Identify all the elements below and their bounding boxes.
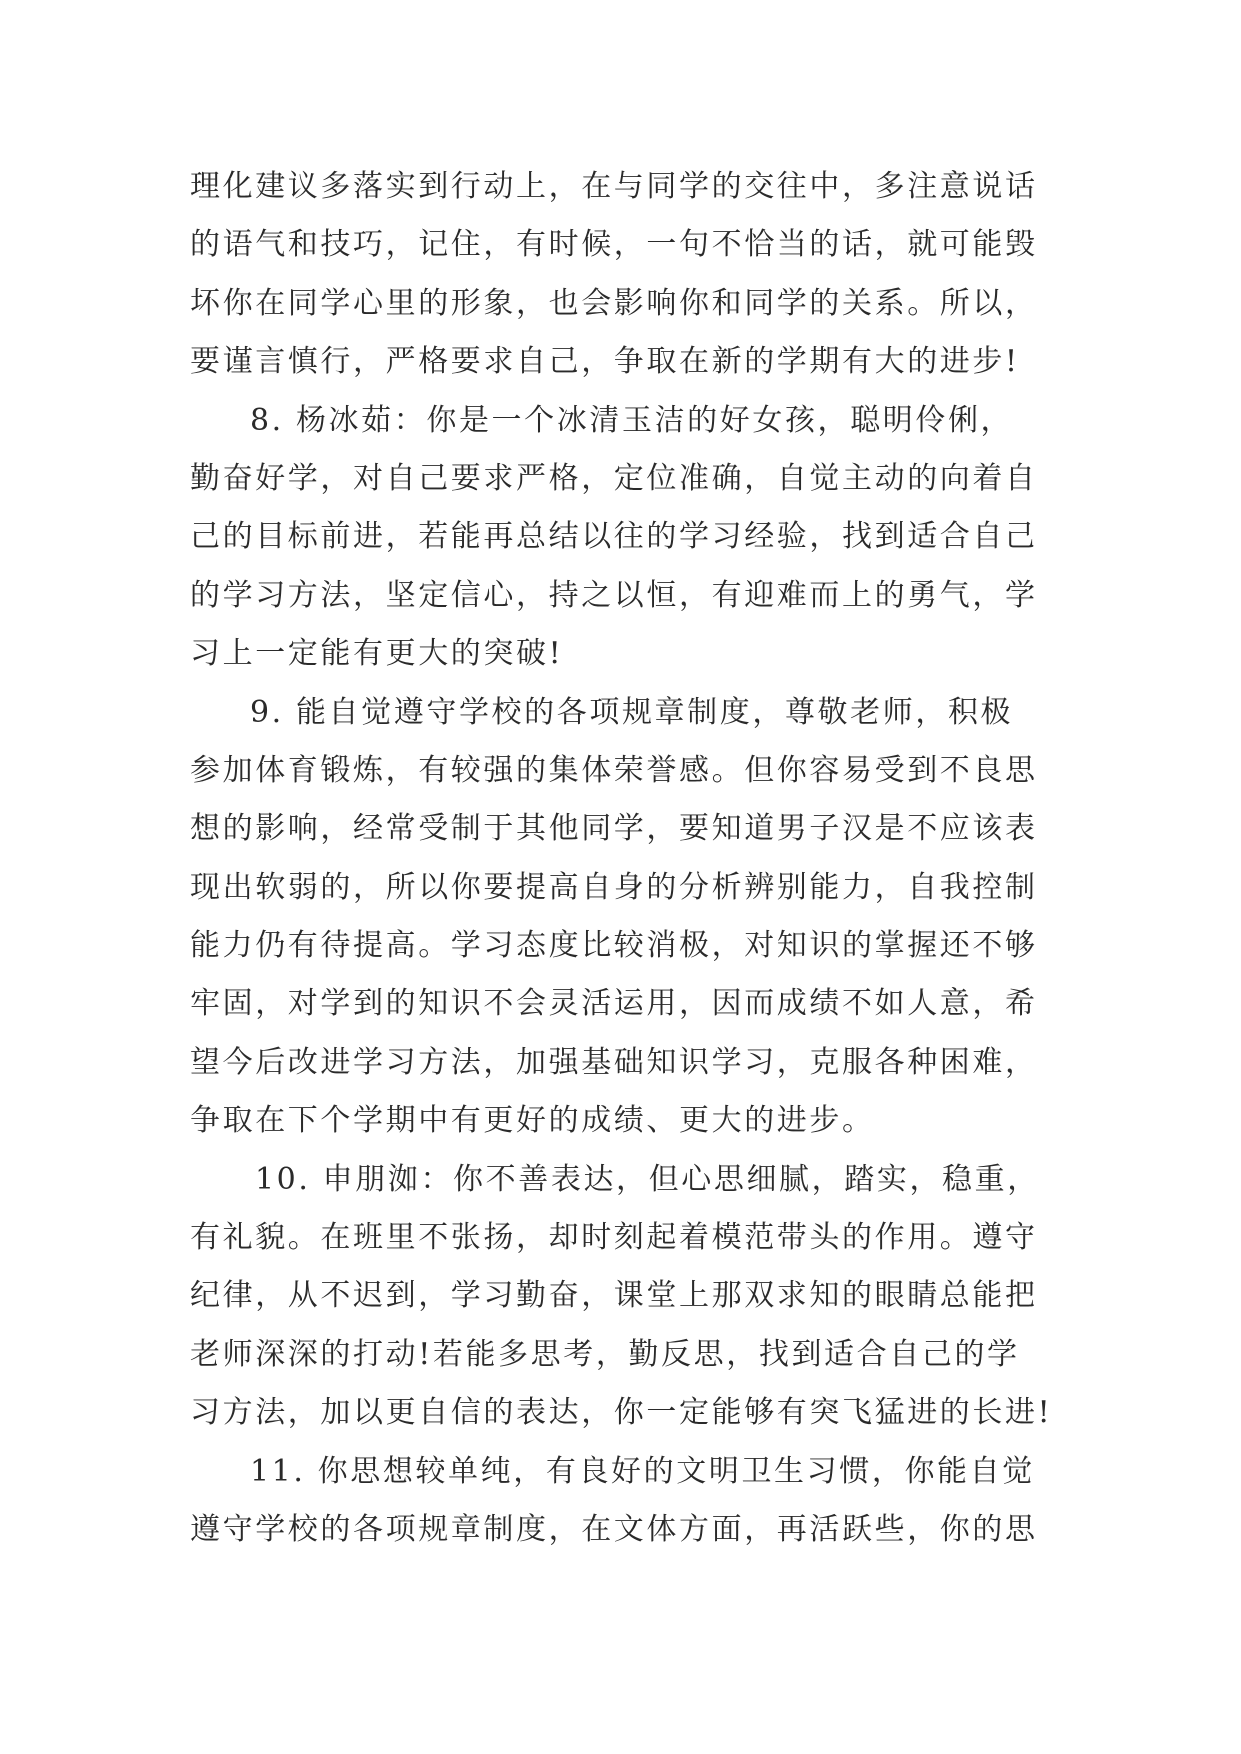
- text-line: 能力仍有待提高。学习态度比较消极，对知识的掌握还不够: [190, 928, 1038, 964]
- text-line: 争取在下个学期中有更好的成绩、更大的进步。: [190, 1103, 875, 1139]
- text-line: 坏你在同学心里的形象，也会影响你和同学的关系。所以，: [190, 285, 1038, 321]
- text-line: 习上一定能有更大的突破!: [190, 636, 564, 672]
- paragraph-9-first-line: 9. 能自觉遵守学校的各项规章制度，尊敬老师，积极: [250, 694, 1014, 730]
- text-line: 纪律，从不迟到，学习勤奋，课堂上那双求知的眼睛总能把: [190, 1278, 1038, 1314]
- text-line: 有礼貌。在班里不张扬，却时刻起着模范带头的作用。遵守: [190, 1220, 1038, 1256]
- text-line: 己的目标前进，若能再总结以往的学习经验，找到适合自己: [190, 519, 1038, 555]
- text-line: 勤奋好学，对自己要求严格，定位准确，自觉主动的向着自: [190, 460, 1038, 496]
- text-line: 牢固，对学到的知识不会灵活运用，因而成绩不如人意，希: [190, 986, 1038, 1022]
- paragraph-11-first-line: 11. 你思想较单纯，有良好的文明卫生习惯，你能自觉: [250, 1453, 1035, 1489]
- text-line: 的学习方法，坚定信心，持之以恒，有迎难而上的勇气，学: [190, 577, 1038, 613]
- text-line: 想的影响，经常受制于其他同学，要知道男子汉是不应该表: [190, 811, 1038, 847]
- text-line: 理化建议多落实到行动上，在与同学的交往中，多注意说话: [190, 169, 1038, 204]
- text-line: 参加体育锻炼，有较强的集体荣誉感。但你容易受到不良思: [190, 752, 1038, 788]
- document-body: [190, 158, 1090, 1559]
- text-line: 老师深深的打动!若能多思考，勤反思，找到适合自己的学: [190, 1336, 1020, 1372]
- text-line: 的语气和技巧，记住，有时候，一句不恰当的话，就可能毁: [190, 227, 1038, 263]
- text-line: 要谨言慎行，严格要求自己，争取在新的学期有大的进步!: [190, 344, 1020, 380]
- text-line: 望今后改进学习方法，加强基础知识学习，克服各种困难，: [190, 1044, 1038, 1080]
- paragraph-10-first-line: 10. 申朋洳：你不善表达，但心思细腻，踏实，稳重，: [255, 1161, 1040, 1197]
- text-line: 习方法，加以更自信的表达，你一定能够有突飞猛进的长进!: [190, 1395, 1053, 1431]
- text-line: 遵守学校的各项规章制度，在文体方面，再活跃些，你的思: [190, 1511, 1038, 1547]
- paragraph-8-first-line: 8. 杨冰茹：你是一个冰清玉洁的好女孩，聪明伶俐，: [250, 402, 1014, 438]
- text-line: 现出软弱的，所以你要提高自身的分析辨别能力，自我控制: [190, 869, 1038, 905]
